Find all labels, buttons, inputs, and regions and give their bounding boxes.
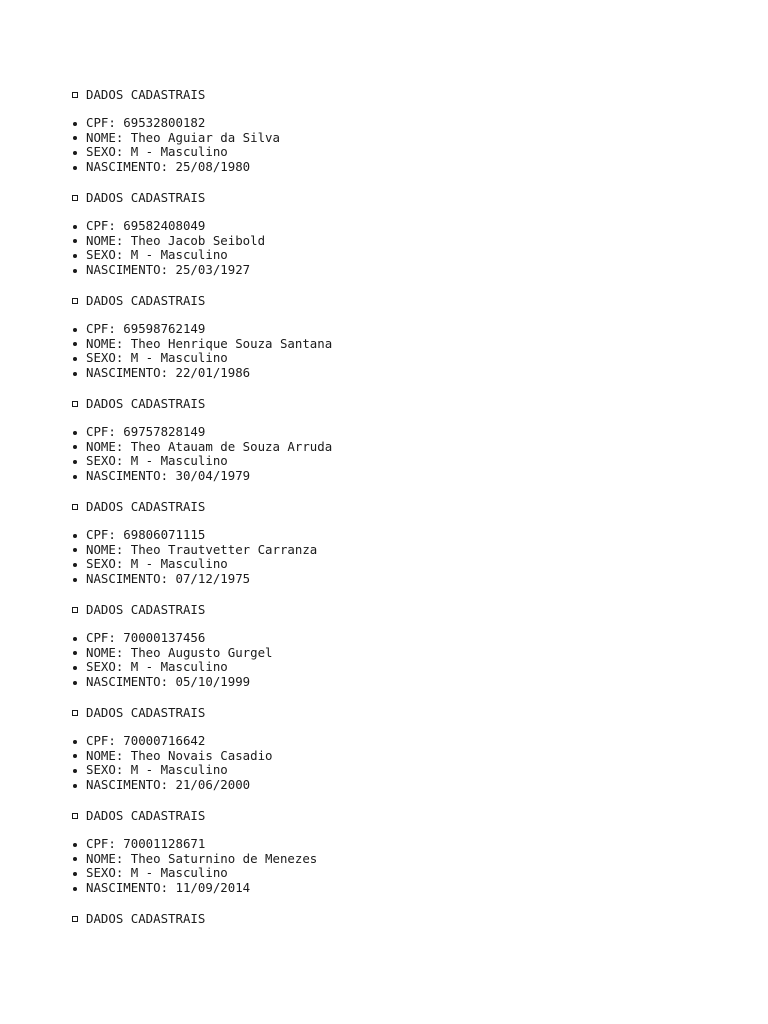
section-heading bbox=[0, 87, 768, 102]
record-block bbox=[0, 190, 768, 293]
field-text: NASCIMENTO: 05/10/1999 bbox=[86, 674, 251, 690]
field-list bbox=[0, 116, 768, 175]
field-item bbox=[0, 572, 768, 587]
field-text: NOME: Theo Trautvetter Carranza bbox=[86, 541, 318, 557]
field-item bbox=[0, 646, 768, 661]
bullet-icon bbox=[73, 681, 77, 685]
record-block bbox=[0, 911, 768, 1014]
document-page bbox=[0, 87, 768, 1014]
bullet-icon bbox=[73, 445, 77, 449]
bullet-icon bbox=[73, 151, 77, 155]
field-item bbox=[0, 454, 768, 469]
field-text: NOME: Theo Saturnino de Menezes bbox=[86, 850, 318, 866]
record-block bbox=[0, 87, 768, 190]
field-item bbox=[0, 543, 768, 558]
bullet-icon bbox=[73, 857, 77, 861]
bullet-icon bbox=[73, 843, 77, 847]
field-item bbox=[0, 631, 768, 646]
field-item bbox=[0, 749, 768, 764]
square-bullet-icon bbox=[72, 92, 78, 98]
field-text: CPF: 69598762149 bbox=[86, 321, 206, 336]
field-text: SEXO: M - Masculino bbox=[86, 659, 228, 675]
record-block bbox=[0, 499, 768, 602]
field-text: NASCIMENTO: 22/01/1986 bbox=[86, 365, 251, 381]
field-text: SEXO: M - Masculino bbox=[86, 865, 228, 881]
record-block bbox=[0, 602, 768, 705]
square-bullet-icon bbox=[72, 813, 78, 819]
field-item bbox=[0, 248, 768, 263]
section-heading-text: DADOS CADASTRAIS bbox=[86, 293, 206, 308]
field-text: CPF: 69757828149 bbox=[86, 424, 206, 439]
field-item bbox=[0, 778, 768, 793]
section-heading-text: DADOS CADASTRAIS bbox=[86, 602, 206, 617]
bullet-icon bbox=[73, 431, 77, 435]
bullet-icon bbox=[73, 372, 77, 376]
square-bullet-icon bbox=[72, 607, 78, 613]
field-item bbox=[0, 469, 768, 484]
bullet-icon bbox=[73, 460, 77, 464]
square-bullet-icon bbox=[72, 298, 78, 304]
bullet-icon bbox=[73, 887, 77, 891]
section-heading bbox=[0, 396, 768, 411]
field-text: NOME: Theo Aguiar da Silva bbox=[86, 129, 280, 145]
bullet-icon bbox=[73, 651, 77, 655]
section-heading bbox=[0, 293, 768, 308]
field-text: NASCIMENTO: 11/09/2014 bbox=[86, 880, 251, 896]
section-heading bbox=[0, 602, 768, 617]
field-item bbox=[0, 131, 768, 146]
bullet-icon bbox=[73, 225, 77, 229]
section-heading-text: DADOS CADASTRAIS bbox=[86, 87, 206, 102]
bullet-icon bbox=[73, 740, 77, 744]
field-item bbox=[0, 351, 768, 366]
field-text: SEXO: M - Masculino bbox=[86, 350, 228, 366]
square-bullet-icon bbox=[72, 710, 78, 716]
field-item bbox=[0, 234, 768, 249]
bullet-icon bbox=[73, 578, 77, 582]
field-item bbox=[0, 322, 768, 337]
bullet-icon bbox=[73, 666, 77, 670]
section-heading-text: DADOS CADASTRAIS bbox=[86, 911, 206, 926]
record-block bbox=[0, 808, 768, 911]
field-list bbox=[0, 425, 768, 484]
field-text: NASCIMENTO: 21/06/2000 bbox=[86, 777, 251, 793]
section-heading bbox=[0, 911, 768, 926]
field-item bbox=[0, 160, 768, 175]
square-bullet-icon bbox=[72, 916, 78, 922]
field-text: SEXO: M - Masculino bbox=[86, 144, 228, 160]
square-bullet-icon bbox=[72, 504, 78, 510]
field-item bbox=[0, 557, 768, 572]
bullet-icon bbox=[73, 269, 77, 273]
bullet-icon bbox=[73, 239, 77, 243]
field-item bbox=[0, 116, 768, 131]
field-text: CPF: 70000137456 bbox=[86, 630, 206, 645]
section-heading-text: DADOS CADASTRAIS bbox=[86, 396, 206, 411]
field-text: NASCIMENTO: 30/04/1979 bbox=[86, 468, 251, 484]
bullet-icon bbox=[73, 637, 77, 641]
field-text: NOME: Theo Novais Casadio bbox=[86, 747, 273, 763]
field-list bbox=[0, 734, 768, 793]
record-block bbox=[0, 396, 768, 499]
section-heading-text: DADOS CADASTRAIS bbox=[86, 808, 206, 823]
bullet-icon bbox=[73, 563, 77, 567]
bullet-icon bbox=[73, 136, 77, 140]
section-heading bbox=[0, 705, 768, 720]
bullet-icon bbox=[73, 166, 77, 170]
field-text: CPF: 70001128671 bbox=[86, 836, 206, 851]
bullet-icon bbox=[73, 254, 77, 258]
field-list bbox=[0, 837, 768, 896]
field-text: NOME: Theo Augusto Gurgel bbox=[86, 644, 273, 660]
field-item bbox=[0, 263, 768, 278]
bullet-icon bbox=[73, 122, 77, 126]
bullet-icon bbox=[73, 548, 77, 552]
field-text: NOME: Theo Henrique Souza Santana bbox=[86, 335, 333, 351]
section-heading-text: DADOS CADASTRAIS bbox=[86, 499, 206, 514]
field-text: NOME: Theo Atauam de Souza Arruda bbox=[86, 438, 333, 454]
field-text: CPF: 69806071115 bbox=[86, 527, 206, 542]
section-heading-text: DADOS CADASTRAIS bbox=[86, 190, 206, 205]
field-text: SEXO: M - Masculino bbox=[86, 762, 228, 778]
bullet-icon bbox=[73, 357, 77, 361]
field-item bbox=[0, 734, 768, 749]
field-item bbox=[0, 852, 768, 867]
section-heading bbox=[0, 190, 768, 205]
field-item bbox=[0, 763, 768, 778]
field-text: CPF: 69582408049 bbox=[86, 218, 206, 233]
bullet-icon bbox=[73, 342, 77, 346]
record-block bbox=[0, 293, 768, 396]
field-list bbox=[0, 322, 768, 381]
section-heading-text: DADOS CADASTRAIS bbox=[86, 705, 206, 720]
section-heading bbox=[0, 808, 768, 823]
field-item bbox=[0, 675, 768, 690]
bullet-icon bbox=[73, 754, 77, 758]
field-item bbox=[0, 145, 768, 160]
bullet-icon bbox=[73, 534, 77, 538]
field-item bbox=[0, 866, 768, 881]
bullet-icon bbox=[73, 328, 77, 332]
bullet-icon bbox=[73, 769, 77, 773]
field-text: SEXO: M - Masculino bbox=[86, 247, 228, 263]
field-item bbox=[0, 528, 768, 543]
field-list bbox=[0, 631, 768, 690]
field-item bbox=[0, 366, 768, 381]
field-text: CPF: 69532800182 bbox=[86, 115, 206, 130]
square-bullet-icon bbox=[72, 401, 78, 407]
bullet-icon bbox=[73, 872, 77, 876]
bullet-icon bbox=[73, 475, 77, 479]
field-text: SEXO: M - Masculino bbox=[86, 556, 228, 572]
record-block bbox=[0, 705, 768, 808]
field-text: SEXO: M - Masculino bbox=[86, 453, 228, 469]
field-text: NASCIMENTO: 25/08/1980 bbox=[86, 159, 251, 175]
field-text: CPF: 70000716642 bbox=[86, 733, 206, 748]
field-item bbox=[0, 337, 768, 352]
field-item bbox=[0, 837, 768, 852]
field-text: NASCIMENTO: 07/12/1975 bbox=[86, 571, 251, 587]
field-text: NASCIMENTO: 25/03/1927 bbox=[86, 262, 251, 278]
field-text: NOME: Theo Jacob Seibold bbox=[86, 232, 266, 248]
field-item bbox=[0, 881, 768, 896]
square-bullet-icon bbox=[72, 195, 78, 201]
section-heading bbox=[0, 499, 768, 514]
bullet-icon bbox=[73, 784, 77, 788]
field-item bbox=[0, 440, 768, 455]
field-list bbox=[0, 219, 768, 278]
field-list bbox=[0, 528, 768, 587]
field-item bbox=[0, 219, 768, 234]
field-item bbox=[0, 660, 768, 675]
field-item bbox=[0, 425, 768, 440]
